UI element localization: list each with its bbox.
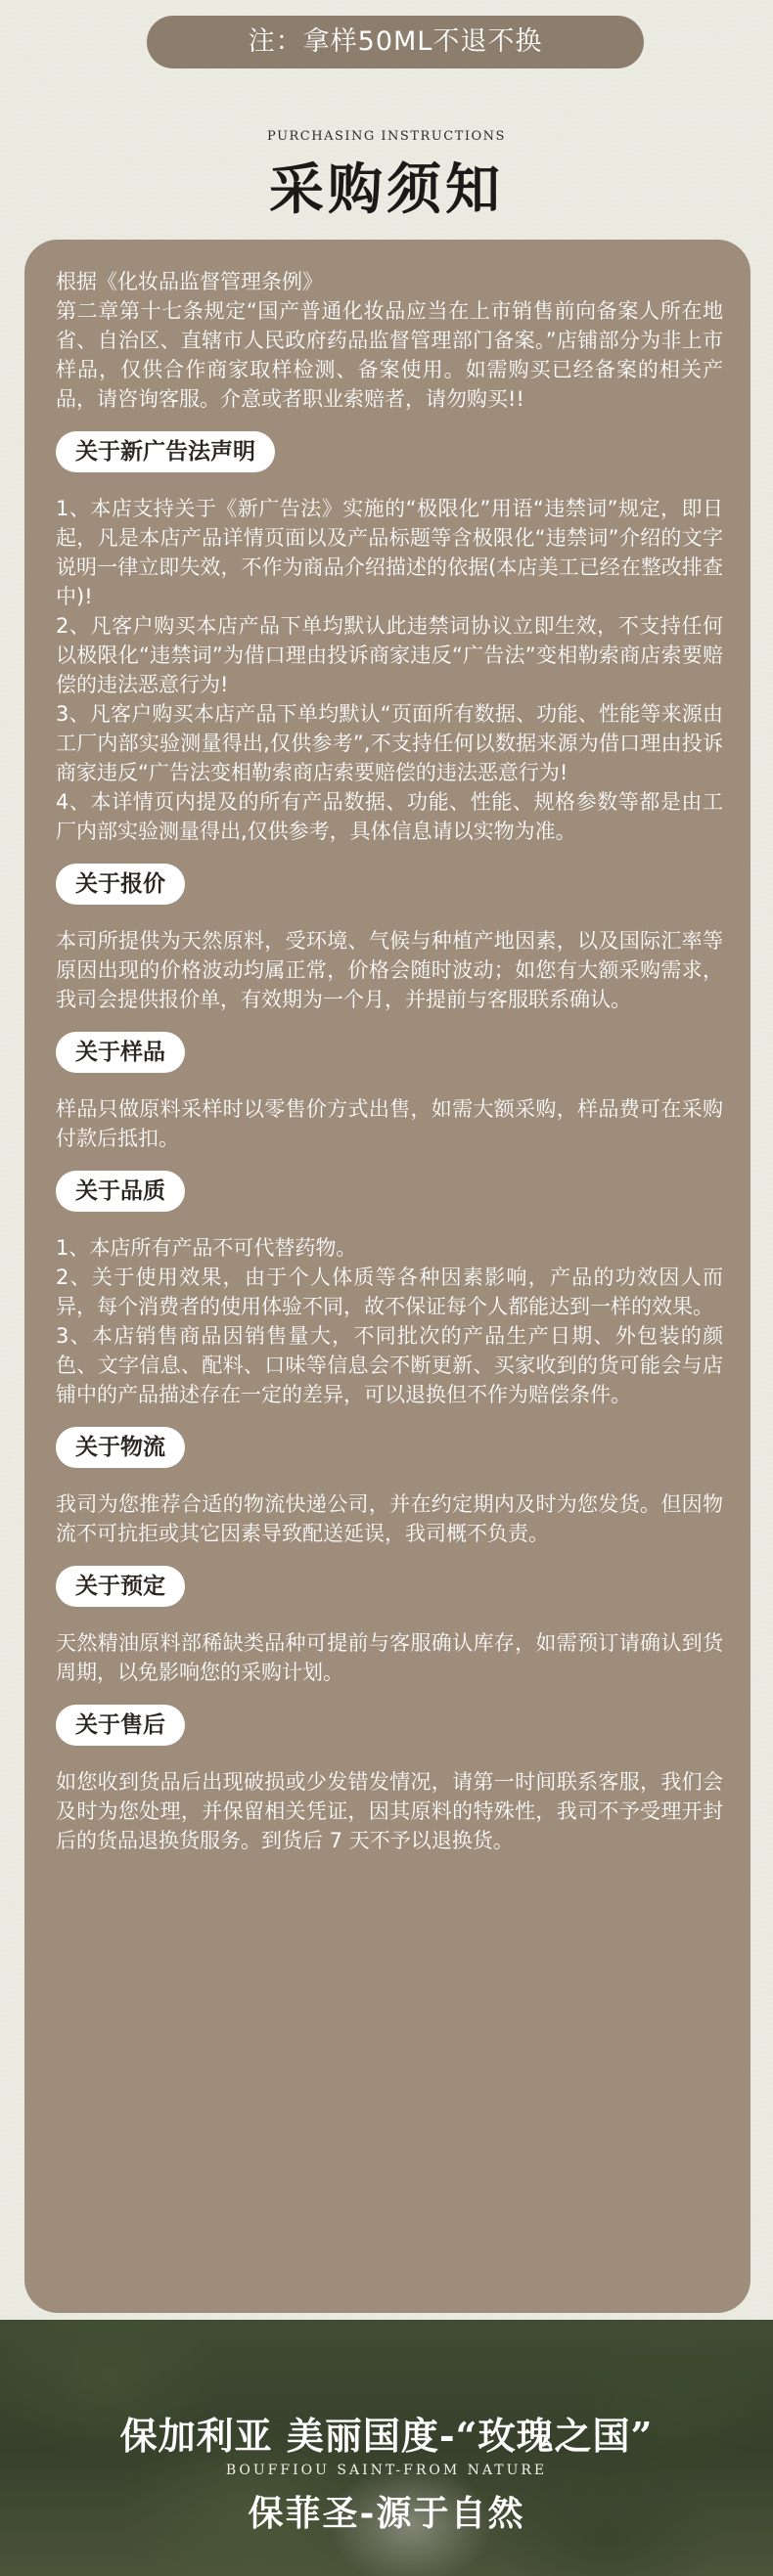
section-badge: 关于样品 <box>56 1032 185 1073</box>
quality-paragraph-3: 3、本店销售商品因销售量大，不同批次的产品生产日期、外包装的颜色、文字信息、配料、口味等信息会不断更新、买家收到的货可能会与店铺中的产品描述存在一定的差异，可以退换但不作为赔偿条件。 <box>56 1324 723 1406</box>
instructions-content <box>56 267 723 1855</box>
section-badge: 关于品质 <box>56 1171 185 1212</box>
quality-paragraph-1: 1、本店所有产品不可代替药物。 <box>56 1236 357 1260</box>
section-badge: 关于售后 <box>56 1705 185 1746</box>
ad-law-paragraph-2: 2、凡客户购买本店产品下单均默认此违禁词协议立即生效，不支持任何以极限化“违禁词”为借口理由投诉商家违反“广告法”变相勒索商店索要赔偿的违法恶意行为! <box>56 614 723 696</box>
quality-paragraph-2: 2、关于使用效果，由于个人体质等各种因素影响，产品的功效因人而异，每个消费者的使用体验不同，故不保证每个人都能达到一样的效果。 <box>56 1266 723 1318</box>
ad-law-paragraph-1: 1、本店支持关于《新广告法》实施的“极限化”用语“违禁词”规定，即日起，凡是本店产品详情页面以及产品标题等含极限化“违禁词”介绍的文字说明一律立即失效，不作为商品介绍描述的依据(本店美工已经在整改排查中)! <box>56 497 723 608</box>
preorder-paragraph: 天然精油原料部稀缺类品种可提前与客服确认库存，如需预订请确认到货周期，以免影响您的采购计划。 <box>56 1631 723 1684</box>
footer-brand-subtitle: BOUFFIOU SAINT-FROM NATURE <box>225 2463 548 2478</box>
page-title: 采购须知 <box>269 157 504 222</box>
footer-title: 保加利亚 美丽国度-“玫瑰之国” <box>119 2414 654 2458</box>
footer-slogan: 保菲圣-源于自然 <box>248 2493 525 2534</box>
footer-banner <box>0 2320 773 2576</box>
intro-paragraph: 根据《化妆品监督管理条例》 第二章第十七条规定“国产普通化妆品应当在上市销售前向备案人所在地省、自治区、直辖市人民政府药品监督管理部门备案。”店铺部分为非上市样品，仅供合作商家取样检测、备案使用。如需购买已经备案的相关产品，请咨询客服。介意或者职业索赔者，请勿购买!! <box>56 270 723 411</box>
section-badge: 关于新广告法声明 <box>56 431 275 472</box>
section-badge: 关于报价 <box>56 864 185 905</box>
ad-law-paragraph-4: 4、本详情页内提及的所有产品数据、功能、性能、规格参数等都是由工厂内部实验测量得出,仅供参考，具体信息请以实物为准。 <box>56 790 723 843</box>
section-after-sales <box>56 1705 723 1855</box>
section-badge: 关于物流 <box>56 1427 185 1468</box>
instructions-panel <box>24 240 750 2313</box>
section-pricing <box>56 864 723 1014</box>
section-ad-law <box>56 431 723 846</box>
section-badge: 关于预定 <box>56 1566 185 1607</box>
section-preorder <box>56 1566 723 1687</box>
ad-law-paragraph-3: 3、凡客户购买本店产品下单均默认“页面所有数据、功能、性能等来源由工厂内部实验测量得出,仅供参考”,不支持任何以数据来源为借口理由投诉商家违反“广告法变相勒索商店索要赔偿的违法恶意行为! <box>56 702 723 784</box>
section-quality <box>56 1171 723 1409</box>
after-sales-paragraph: 如您收到货品后出现破损或少发错发情况，请第一时间联系客服，我们会及时为您处理，并保留相关凭证，因其原料的特殊性，我司不予受理开封后的货品退换货服务。到货后 7 天不予以退换货。 <box>56 1770 723 1852</box>
section-samples <box>56 1032 723 1153</box>
section-logistics <box>56 1427 723 1548</box>
section-eyebrow: PURCHASING INSTRUCTIONS <box>267 129 506 144</box>
sample-notice-banner: 注：拿样50ML不退不换 <box>147 16 644 68</box>
pricing-paragraph: 本司所提供为天然原料，受环境、气候与种植产地因素，以及国际汇率等原因出现的价格波动均属正常，价格会随时波动；如您有大额采购需求，我司会提供报价单，有效期为一个月，并提前与客服联系确认。 <box>56 929 723 1011</box>
samples-paragraph: 样品只做原料采样时以零售价方式出售，如需大额采购，样品费可在采购付款后抵扣。 <box>56 1097 723 1150</box>
logistics-paragraph: 我司为您推荐合适的物流快递公司，并在约定期内及时为您发货。但因物流不可抗拒或其它因素导致配送延误，我司概不负责。 <box>56 1492 723 1545</box>
